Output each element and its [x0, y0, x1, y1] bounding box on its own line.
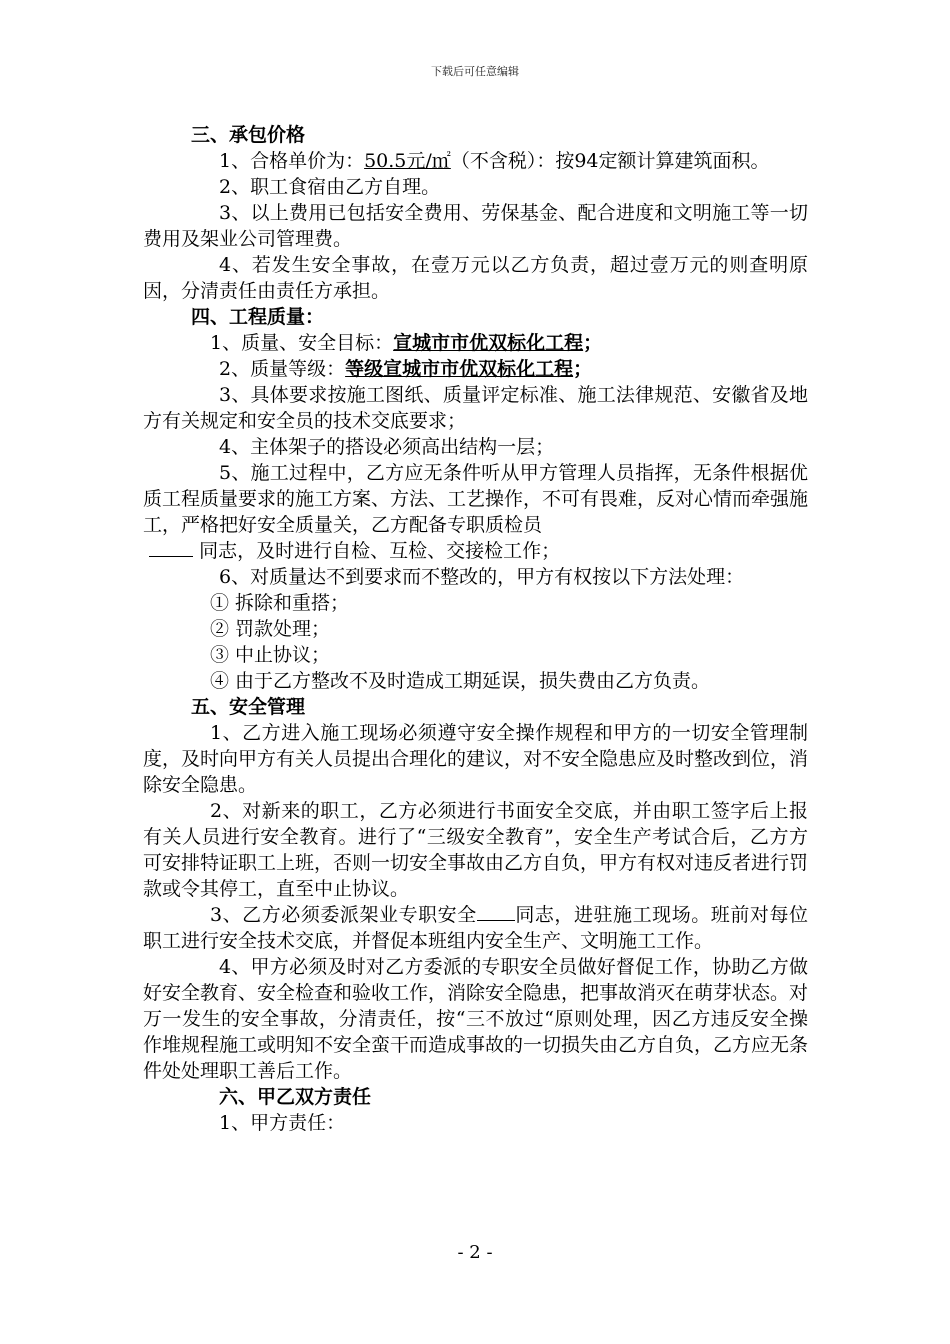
s4-para-3: 3、具体要求按施工图纸、质量评定标准、施工法律规范、安徽省及地方有关规定和安全员的技术交底要求； [143, 384, 808, 432]
s4-para-5: 5、施工过程中，乙方应无条件听从甲方管理人员指挥，无条件根据优质工程质量要求的施工方案、方法、工艺操作，不可有畏难，反对心情而牵强施工，严格把好安全质量关，乙方配备专职质检员 [143, 462, 809, 536]
s6-para-1: 1、甲方责任： [219, 1112, 346, 1134]
s4-p1-text-c: ； [583, 332, 603, 354]
inspector-name-blank[interactable] [149, 539, 193, 557]
section-6-title: 六、甲乙双方责任 [219, 1086, 372, 1108]
s3-para-3: 3、以上费用已包括安全费用、劳保基金、配合进度和文明施工等一切费用及架业公司管理费。 [143, 202, 808, 250]
s5-p3-text-b: 同志，进驻施工现场。班前对每位职工进行安全技术交底，并督促本班组内安全生产、文明施工工作。 [143, 904, 808, 952]
s3-para-1 [143, 148, 808, 174]
s5-para-3 [143, 902, 808, 954]
quality-target: 宣城市市优双标化工程 [393, 332, 584, 354]
s3-p1-text-b: （不含税）：按94定额计算建筑面积。 [450, 150, 770, 172]
s4-para-6: 6、对质量达不到要求而不整改的，甲方有权按以下方法处理： [219, 566, 745, 588]
document-body [143, 122, 808, 1136]
safety-officer-blank[interactable] [477, 903, 515, 921]
s3-para-4: 4、若发生安全事故，在壹万元以乙方负责，超过壹万元的则查明原因，分清责任由责任方承担。 [143, 254, 808, 302]
quality-grade: 等级宣城市市优双标化工程 [345, 358, 574, 380]
list-item: ④ 由于乙方整改不及时造成工期延误，损失费由乙方负责。 [210, 670, 711, 692]
page-number: - 2 - [457, 1242, 493, 1263]
list-item: ③ 中止协议； [210, 644, 331, 666]
list-item: ① 拆除和重搭； [210, 592, 350, 614]
s3-para-2: 2、职工食宿由乙方自理。 [219, 176, 441, 198]
s4-para-1 [143, 330, 808, 356]
s4-p2-text-a: 2、质量等级： [219, 358, 346, 380]
list-item: ② 罚款处理； [210, 618, 331, 640]
s4-p1-text-a: 1、质量、安全目标： [210, 332, 394, 354]
section-5-title: 五、安全管理 [191, 696, 306, 718]
s5-para-4: 4、甲方必须及时对乙方委派的专职安全员做好督促工作，协助乙方做好安全教育、安全检查和验收工作，消除安全隐患，把事故消灭在萌芽状态。对万一发生的安全事故，分清责任，按“三不放过“原则处理，因乙方违反安全操作堆规程施工或明知不安全蛮干而造成事故的一切损失由乙方自负，乙方应无条件处处理职工善后工作。 [143, 956, 809, 1082]
s4-para-4: 4、主体架子的搭设必须高出结构一层； [219, 436, 555, 458]
s4-p5-text-b: 同志，及时进行自检、互检、交接检工作； [199, 540, 561, 562]
s4-p2-text-c: ； [573, 358, 593, 380]
section-3-title: 三、承包价格 [191, 124, 306, 146]
s4-para-2 [143, 356, 808, 382]
s3-p1-text-a: 1、合格单价为： [219, 150, 365, 172]
s5-para-1: 1、乙方进入施工现场必须遵守安全操作规程和甲方的一切安全管理制度，及时向甲方有关人员提出合理化的建议，对不安全隐患应及时整改到位，消除安全隐患。 [143, 722, 809, 796]
page-header: 下载后可任意编辑 [431, 65, 519, 78]
s4-para-5-cont [143, 538, 808, 564]
s5-p3-text-a: 3、乙方必须委派架业专职安全 [210, 904, 477, 926]
section-4-title: 四、工程质量： [191, 306, 325, 328]
unit-price: 50.5元/㎡ [364, 150, 451, 172]
s5-para-2: 2、对新来的职工，乙方必须进行书面安全交底，并由职工签字后上报有关人员进行安全教育。进行了“三级安全教育”，安全生产考试合后，乙方方可安排特证职工上班，否则一切安全事故由乙方自负，甲方有权对违反者进行罚款或令其停工，直至中止协议。 [143, 800, 809, 900]
